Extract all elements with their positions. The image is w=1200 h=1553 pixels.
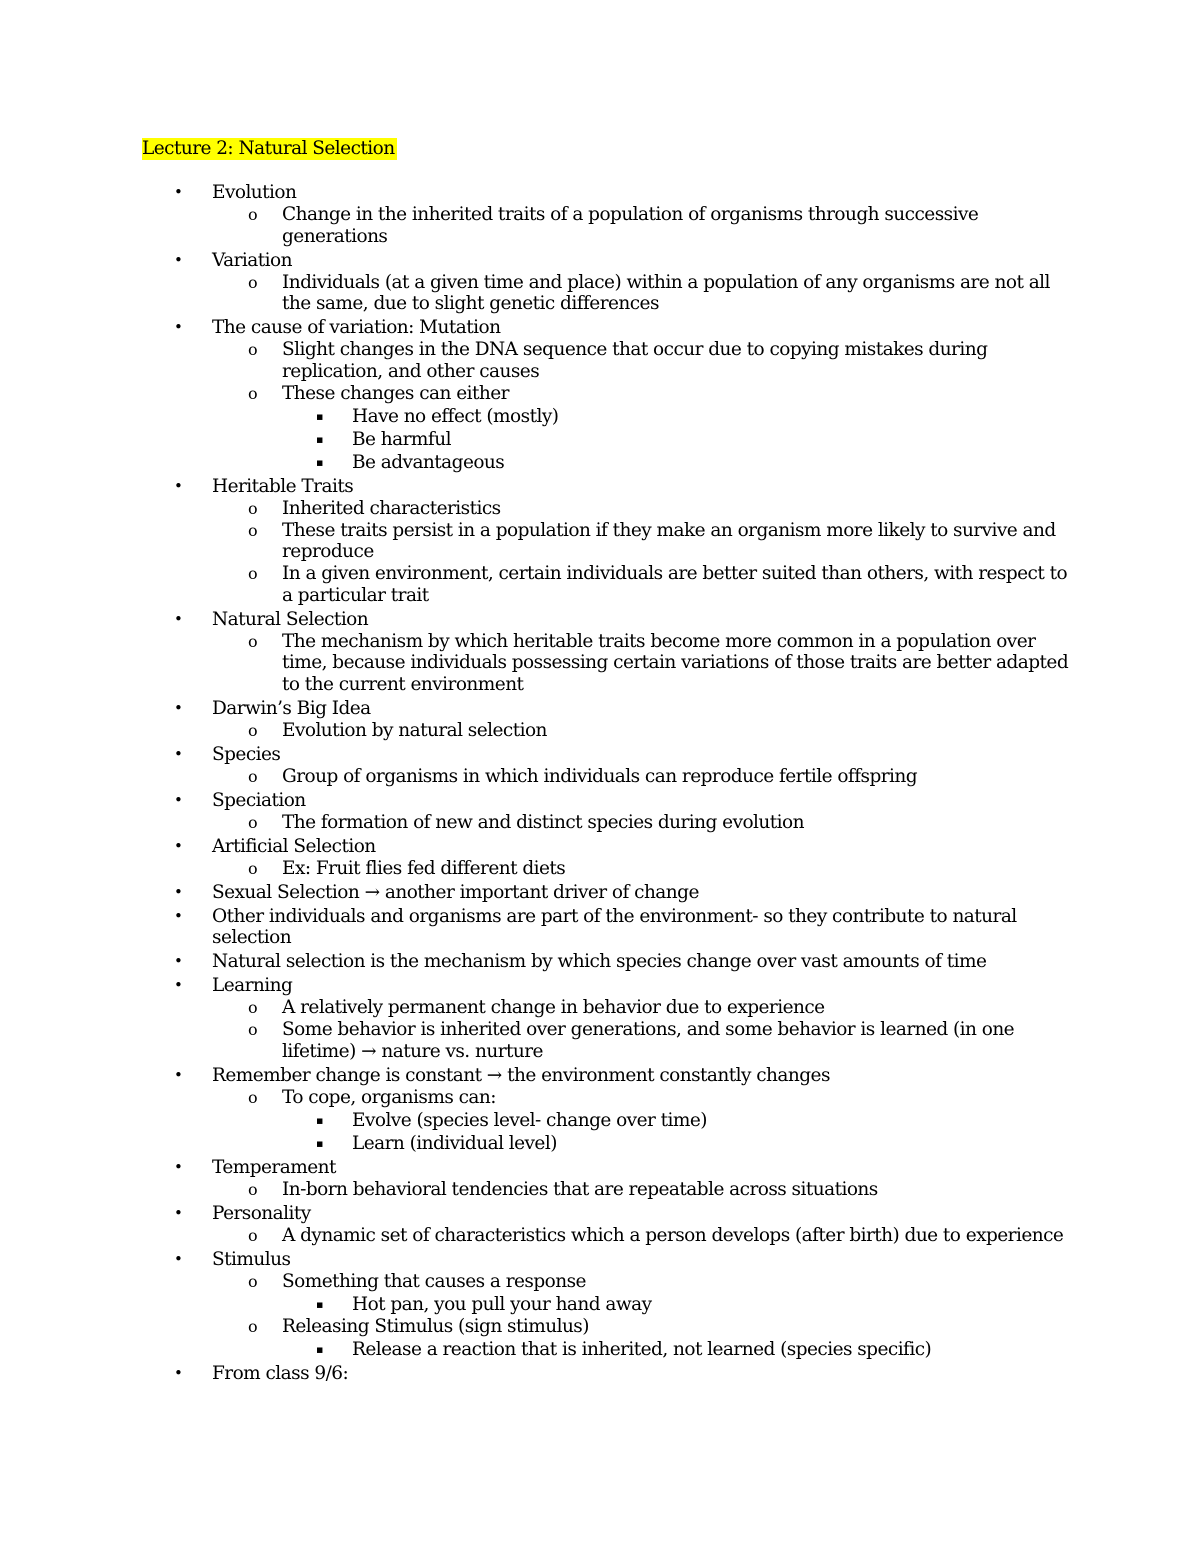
bullet-marker: • xyxy=(174,906,183,925)
item-text: Ex: Fruit flies fed different diets xyxy=(282,857,566,879)
bullet-item xyxy=(142,476,1072,607)
page-title: Lecture 2: Natural Selection xyxy=(142,138,395,159)
item-text: Learn (individual level) xyxy=(352,1132,557,1154)
item-text: Release a reaction that is inherited, not learned (species specific) xyxy=(352,1338,932,1360)
circle-marker: o xyxy=(248,631,258,651)
item-text: Heritable Traits xyxy=(212,475,354,497)
item-text: Be harmful xyxy=(352,428,451,450)
square-marker: ▪ xyxy=(316,1297,323,1311)
nested-list xyxy=(212,1225,1072,1247)
item-text: Stimulus xyxy=(212,1248,291,1270)
sub-bullet-item xyxy=(212,1271,1072,1316)
item-text: Darwin’s Big Idea xyxy=(212,697,371,719)
square-marker: ▪ xyxy=(316,432,323,446)
sub-bullet-item xyxy=(212,766,1072,788)
item-text: Speciation xyxy=(212,789,306,811)
nested-list xyxy=(212,498,1072,607)
item-text: Remember change is constant → the environment constantly changes xyxy=(212,1064,830,1086)
sub-bullet-item xyxy=(212,383,1072,474)
bullet-item xyxy=(142,1363,1072,1385)
bullet-marker: • xyxy=(174,744,183,763)
bullet-marker: • xyxy=(174,1249,183,1268)
circle-marker: o xyxy=(248,720,258,740)
bullet-item xyxy=(142,250,1072,315)
item-text: These changes can either xyxy=(282,382,509,404)
bullet-marker: • xyxy=(174,183,183,201)
circle-marker: o xyxy=(248,340,258,359)
bullet-marker: • xyxy=(174,318,183,336)
sub-bullet-item xyxy=(212,498,1072,520)
item-text: The formation of new and distinct species during evolution xyxy=(282,811,804,833)
sub-bullet-item xyxy=(212,997,1072,1019)
sub-bullet-item xyxy=(212,631,1072,696)
sub-sub-bullet-item xyxy=(282,452,1072,474)
bullet-marker: • xyxy=(174,836,183,855)
circle-marker: o xyxy=(248,564,258,583)
bullet-marker: • xyxy=(174,790,183,809)
nested-list xyxy=(212,1271,1072,1361)
bullet-item xyxy=(142,182,1072,247)
item-text: Evolve (species level- change over time) xyxy=(352,1109,707,1131)
item-text: Learning xyxy=(212,975,293,996)
circle-marker: o xyxy=(248,520,258,540)
sub-bullet-item xyxy=(212,204,1072,247)
sub-bullet-item xyxy=(212,520,1072,563)
nested-list xyxy=(212,812,1072,834)
nested-list xyxy=(212,858,1072,880)
item-text: Personality xyxy=(212,1202,311,1224)
sub-bullet-item xyxy=(212,720,1072,742)
circle-marker: o xyxy=(248,1316,258,1336)
item-text: Natural Selection xyxy=(212,608,369,630)
nested-list xyxy=(212,339,1072,473)
circle-marker: o xyxy=(248,858,258,878)
bullet-item xyxy=(142,1065,1072,1155)
circle-marker: o xyxy=(248,1020,258,1039)
sub-bullet-item xyxy=(212,563,1072,606)
square-marker: ▪ xyxy=(316,455,323,469)
item-text: In-born behavioral tendencies that are repeatable across situations xyxy=(282,1178,878,1200)
document-body xyxy=(142,138,1072,1384)
sub-bullet-item xyxy=(212,1087,1072,1155)
circle-marker: o xyxy=(248,205,258,224)
item-text: Species xyxy=(212,743,281,765)
item-text: Evolution by natural selection xyxy=(282,719,547,741)
square-marker: ▪ xyxy=(316,1113,323,1127)
sub-bullet-item xyxy=(212,812,1072,834)
item-text: Change in the inherited traits of a population of organisms through successive generations xyxy=(282,204,979,247)
square-marker: ▪ xyxy=(316,1136,323,1150)
sub-sub-bullet-item xyxy=(282,429,1072,451)
nested-list xyxy=(212,766,1072,788)
circle-marker: o xyxy=(248,1179,258,1199)
bullet-item xyxy=(142,906,1072,949)
sub-bullet-item xyxy=(212,339,1072,382)
item-text: Evolution xyxy=(212,182,297,203)
bullet-item xyxy=(142,790,1072,834)
nested-list xyxy=(282,406,1072,474)
bullet-marker: • xyxy=(174,476,183,495)
circle-marker: o xyxy=(248,498,258,518)
circle-marker: o xyxy=(248,766,258,786)
bullet-marker: • xyxy=(174,250,183,269)
nested-list xyxy=(212,1087,1072,1155)
bullet-marker: • xyxy=(174,1157,183,1176)
bullet-marker: • xyxy=(174,1065,183,1084)
bullet-marker: • xyxy=(174,698,183,717)
nested-list xyxy=(212,1179,1072,1201)
item-text: Temperament xyxy=(212,1156,336,1178)
nested-list xyxy=(212,631,1072,696)
bullet-item xyxy=(142,1157,1072,1201)
sub-sub-bullet-item xyxy=(282,1339,1072,1361)
bullet-item xyxy=(142,698,1072,742)
circle-marker: o xyxy=(248,272,258,292)
sub-sub-bullet-item xyxy=(282,1133,1072,1155)
item-text: Hot pan, you pull your hand away xyxy=(352,1293,652,1315)
bullet-item xyxy=(142,975,1072,1062)
nested-list xyxy=(282,1339,1072,1361)
bullet-marker: • xyxy=(174,882,183,901)
item-text: Have no effect (mostly) xyxy=(352,405,559,427)
item-text: Variation xyxy=(212,249,292,271)
circle-marker: o xyxy=(248,1087,258,1107)
item-text: Group of organisms in which individuals can reproduce fertile offspring xyxy=(282,765,918,787)
item-text: Other individuals and organisms are part of the environment- so they contribute to natural selection xyxy=(212,905,1017,948)
square-marker: ▪ xyxy=(316,409,323,423)
sub-bullet-item xyxy=(212,1179,1072,1201)
sub-bullet-item xyxy=(212,1019,1072,1062)
nested-list xyxy=(282,1110,1072,1155)
nested-list xyxy=(212,272,1072,315)
nested-list xyxy=(212,997,1072,1062)
bullet-marker: • xyxy=(174,976,183,994)
circle-marker: o xyxy=(248,812,258,832)
nested-list xyxy=(212,204,1072,247)
bullet-marker: • xyxy=(174,952,183,970)
item-text: The cause of variation: Mutation xyxy=(212,317,501,338)
nested-list xyxy=(212,720,1072,742)
bullet-item xyxy=(142,951,1072,973)
bullet-item xyxy=(142,744,1072,788)
sub-bullet-item xyxy=(212,272,1072,315)
item-text: Natural selection is the mechanism by which species change over vast amounts of time xyxy=(212,951,987,972)
item-text: Be advantageous xyxy=(352,451,505,473)
item-text: The mechanism by which heritable traits become more common in a population over time, because individuals possessing certain variations of those traits are better adapted to the current environment xyxy=(282,630,1069,695)
bullet-marker: • xyxy=(174,609,183,628)
bullet-item xyxy=(142,1249,1072,1361)
circle-marker: o xyxy=(248,998,258,1017)
item-text: Some behavior is inherited over generations, and some behavior is learned (in one lifetime) → nature vs. nurture xyxy=(282,1019,1015,1062)
item-text: Slight changes in the DNA sequence that occur due to copying mistakes during replication, and other causes xyxy=(282,339,988,382)
bullet-item xyxy=(142,317,1072,473)
item-text: A dynamic set of characteristics which a person develops (after birth) due to experience xyxy=(282,1224,1064,1246)
circle-marker: o xyxy=(248,1271,258,1291)
sub-sub-bullet-item xyxy=(282,1294,1072,1316)
outline-list xyxy=(142,182,1072,1384)
item-text: From class 9/6: xyxy=(212,1362,349,1384)
sub-sub-bullet-item xyxy=(282,1110,1072,1132)
item-text: These traits persist in a population if they make an organism more likely to survive and reproduce xyxy=(282,519,1056,562)
bullet-item xyxy=(142,609,1072,696)
nested-list xyxy=(282,1294,1072,1316)
item-text: To cope, organisms can: xyxy=(282,1086,496,1108)
bullet-marker: • xyxy=(174,1363,183,1382)
item-text: Individuals (at a given time and place) within a population of any organisms are not all the same, due to slight genetic differences xyxy=(282,271,1050,314)
item-text: In a given environment, certain individuals are better suited than others, with respect to a particular trait xyxy=(282,563,1068,606)
item-text: Sexual Selection → another important driver of change xyxy=(212,881,699,903)
item-text: Inherited characteristics xyxy=(282,497,501,519)
bullet-marker: • xyxy=(174,1203,183,1222)
sub-bullet-item xyxy=(212,858,1072,880)
bullet-item xyxy=(142,882,1072,904)
sub-sub-bullet-item xyxy=(282,406,1072,428)
item-text: Something that causes a response xyxy=(282,1270,586,1292)
sub-bullet-item xyxy=(212,1225,1072,1247)
bullet-item xyxy=(142,836,1072,880)
item-text: Artificial Selection xyxy=(212,835,376,857)
circle-marker: o xyxy=(248,383,258,403)
sub-bullet-item xyxy=(212,1316,1072,1361)
item-text: Releasing Stimulus (sign stimulus) xyxy=(282,1315,589,1337)
square-marker: ▪ xyxy=(316,1342,323,1356)
bullet-item xyxy=(142,1203,1072,1247)
item-text: A relatively permanent change in behavior due to experience xyxy=(282,997,825,1018)
circle-marker: o xyxy=(248,1225,258,1245)
